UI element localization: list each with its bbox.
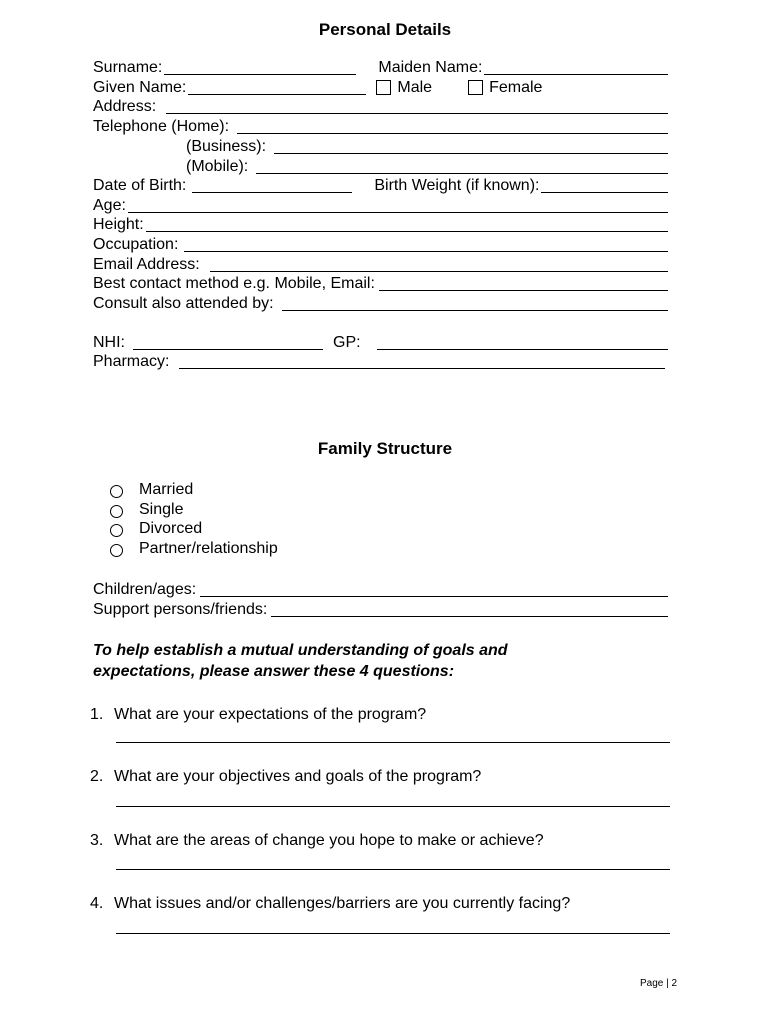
- answer-3-field[interactable]: [116, 855, 670, 870]
- maiden-name-field[interactable]: [484, 59, 668, 75]
- question-3: [90, 831, 670, 851]
- question-2: [90, 767, 670, 787]
- age-row: [93, 196, 668, 216]
- telephone-business-label: (Business):: [186, 138, 267, 155]
- questions-intro-line2: expectations, please answer these 4 questions:: [93, 663, 455, 680]
- contact-method-row: [93, 274, 668, 294]
- answer-4-field[interactable]: [116, 918, 670, 934]
- question-4-number: 4.: [90, 895, 104, 912]
- consult-label: Consult also attended by:: [93, 295, 274, 312]
- question-3-number: 3.: [90, 832, 104, 849]
- answer-2-field[interactable]: [116, 791, 670, 807]
- dob-row: [93, 176, 668, 196]
- contact-method-field[interactable]: [379, 275, 668, 291]
- telephone-home-field[interactable]: [237, 118, 668, 134]
- dob-label: Date of Birth:: [93, 177, 187, 194]
- question-4: [90, 894, 670, 914]
- maiden-name-label: Maiden Name:: [378, 59, 483, 76]
- question-2-text: What are your objectives and goals of the program?: [114, 768, 482, 785]
- birth-weight-label: Birth Weight (if known):: [374, 177, 540, 194]
- telephone-home-label: Telephone (Home):: [93, 118, 230, 135]
- answer-1-field[interactable]: [116, 728, 670, 743]
- birth-weight-field[interactable]: [541, 177, 668, 193]
- nhi-label: NHI:: [93, 334, 125, 351]
- questions-intro-line1: To help establish a mutual understanding of goals and: [93, 642, 508, 659]
- family-structure-heading: Family Structure: [317, 439, 453, 458]
- telephone-mobile-row: [186, 157, 668, 177]
- telephone-business-row: [186, 137, 668, 157]
- occupation-row: [93, 235, 668, 255]
- radio-single[interactable]: [110, 505, 123, 518]
- female-label: Female: [489, 79, 543, 96]
- address-row: [93, 97, 668, 117]
- support-field[interactable]: [271, 601, 668, 617]
- height-field[interactable]: [146, 216, 668, 232]
- surname-field[interactable]: [164, 59, 356, 75]
- children-row: [93, 580, 668, 600]
- radio-partner[interactable]: [110, 544, 123, 557]
- nhi-gp-row: [93, 333, 668, 353]
- male-label: Male: [397, 79, 433, 96]
- pharmacy-label: Pharmacy:: [93, 353, 170, 370]
- email-row: [93, 255, 668, 275]
- radio-divorced[interactable]: [110, 524, 123, 537]
- option-single-label: Single: [139, 501, 184, 518]
- radio-married[interactable]: [110, 485, 123, 498]
- question-1: [90, 705, 670, 725]
- page-number: Page | 2: [640, 978, 678, 989]
- telephone-mobile-label: (Mobile):: [186, 158, 249, 175]
- children-field[interactable]: [200, 581, 668, 597]
- pharmacy-field[interactable]: [179, 353, 665, 369]
- telephone-business-field[interactable]: [274, 138, 668, 154]
- age-field[interactable]: [128, 197, 668, 213]
- contact-method-label: Best contact method e.g. Mobile, Email:: [93, 275, 375, 292]
- address-label: Address:: [93, 98, 157, 115]
- given-name-row: [93, 78, 668, 98]
- pharmacy-row: [93, 352, 665, 372]
- option-married-label: Married: [139, 481, 194, 498]
- age-label: Age:: [93, 197, 126, 214]
- email-field[interactable]: [210, 256, 668, 272]
- occupation-label: Occupation:: [93, 236, 179, 253]
- gp-field[interactable]: [377, 334, 668, 350]
- option-partner-label: Partner/relationship: [139, 540, 278, 557]
- surname-label: Surname:: [93, 59, 163, 76]
- telephone-home-row: [93, 117, 668, 137]
- consult-row: [93, 294, 668, 314]
- support-label: Support persons/friends:: [93, 601, 268, 618]
- question-2-number: 2.: [90, 768, 104, 785]
- address-field[interactable]: [166, 98, 668, 114]
- question-3-text: What are the areas of change you hope to make or achieve?: [114, 832, 544, 849]
- gp-label: GP:: [333, 334, 361, 351]
- question-4-text: What issues and/or challenges/barriers are you currently facing?: [114, 895, 571, 912]
- question-1-text: What are your expectations of the program?: [114, 706, 427, 723]
- option-single[interactable]: [110, 500, 183, 520]
- height-label: Height:: [93, 216, 144, 233]
- male-checkbox[interactable]: [376, 80, 391, 95]
- option-married[interactable]: [110, 480, 193, 500]
- surname-row: [93, 58, 668, 78]
- support-row: [93, 600, 668, 620]
- telephone-mobile-field[interactable]: [256, 158, 668, 174]
- email-label: Email Address:: [93, 256, 200, 273]
- height-row: [93, 215, 668, 235]
- dob-field[interactable]: [192, 177, 352, 193]
- option-divorced[interactable]: [110, 519, 202, 539]
- given-name-field[interactable]: [188, 79, 366, 95]
- personal-details-heading: Personal Details: [318, 20, 452, 39]
- question-1-number: 1.: [90, 706, 104, 723]
- female-checkbox[interactable]: [468, 80, 483, 95]
- given-name-label: Given Name:: [93, 79, 187, 96]
- option-divorced-label: Divorced: [139, 520, 203, 537]
- consult-field[interactable]: [282, 295, 668, 311]
- children-label: Children/ages:: [93, 581, 197, 598]
- nhi-field[interactable]: [133, 334, 323, 350]
- occupation-field[interactable]: [184, 236, 668, 252]
- option-partner[interactable]: [110, 539, 278, 559]
